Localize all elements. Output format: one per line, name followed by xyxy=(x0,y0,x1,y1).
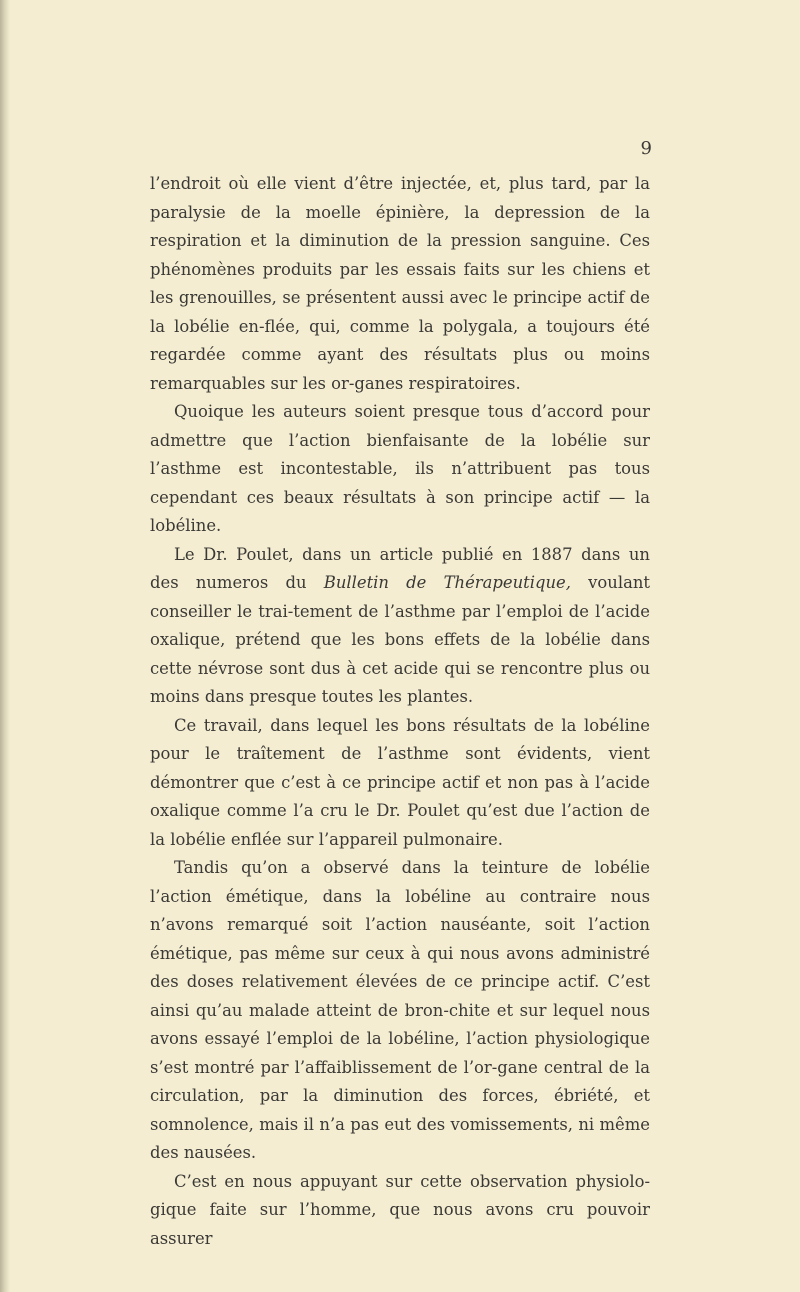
page-binding-shadow xyxy=(0,0,10,1292)
page-number: 9 xyxy=(640,138,652,159)
paragraph-3-end: voulant conseiller le trai-tement de l’asthme par l’emploi de l’acide oxalique, prétend que les bons effets de la lobélie dans cette névrose sont dus à cet acide qui se rencontre plus ou moins dans presque toutes les plantes. xyxy=(150,573,650,706)
paragraph-3 xyxy=(150,541,650,712)
paragraph-6: C’est en nous appuyant sur cette observation physiolo-gique faite sur l’homme, que nous avons cru pouvoir assurer xyxy=(150,1171,650,1248)
paragraph-4: Ce travail, dans lequel les bons résultats de la lobéline pour le traîtement de l’asthme sont évidents, vient démontrer que c’est à ce principe actif et non pas à l’acide oxalique comme l’a cru le Dr. Poulet qu’est due l’action de la lobélie enflée sur l’appareil pulmonaire. xyxy=(150,715,650,849)
journal-title: Bulletin de Thérapeutique, xyxy=(323,573,571,592)
paragraph-1: l’endroit où elle vient d’être injectée, et, plus tard, par la paralysie de la moelle épinière, la depression de la respiration et la diminution de la pression sanguine. Ces phénomènes produits par les essais faits sur les chiens et les grenouilles, se présentent aussi avec le principe actif de la lobélie en-flée, qui, comme la polygala, a toujours été regardée comme ayant des résultats plus ou moins remarquables sur les or-ganes respiratoires. xyxy=(150,174,650,393)
body-text xyxy=(150,170,650,1253)
paragraph-3-start: Le Dr. Poulet, dans un article publié en 1887 dans un des numeros du xyxy=(150,544,650,592)
paragraph-5: Tandis qu’on a observé dans la teinture de lobélie l’action émétique, dans la lobéline au contraire nous n’avons remarqué soit l’action nauséante, soit l’action émétique, pas même sur ceux à qui nous avons administré des doses relativement élevées de ce principe actif. C’est ainsi qu’au malade atteint de bron-chite et sur lequel nous avons essayé l’emploi de la lobéline, l’action physiologique s’est montré par l’affaiblissement de l’or-gane central de la circulation, par la diminution des forces, ébriété, et somnolence, mais il n’a pas eut des vomissements, ni même des nausées. xyxy=(150,858,650,1162)
paragraph-2: Quoique les auteurs soient presque tous d’accord pour admettre que l’action bienfaisante de la lobélie sur l’asthme est incontestable, ils n’attribuent pas tous cependant ces beaux résultats à son principe actif — la lobéline. xyxy=(150,402,650,535)
